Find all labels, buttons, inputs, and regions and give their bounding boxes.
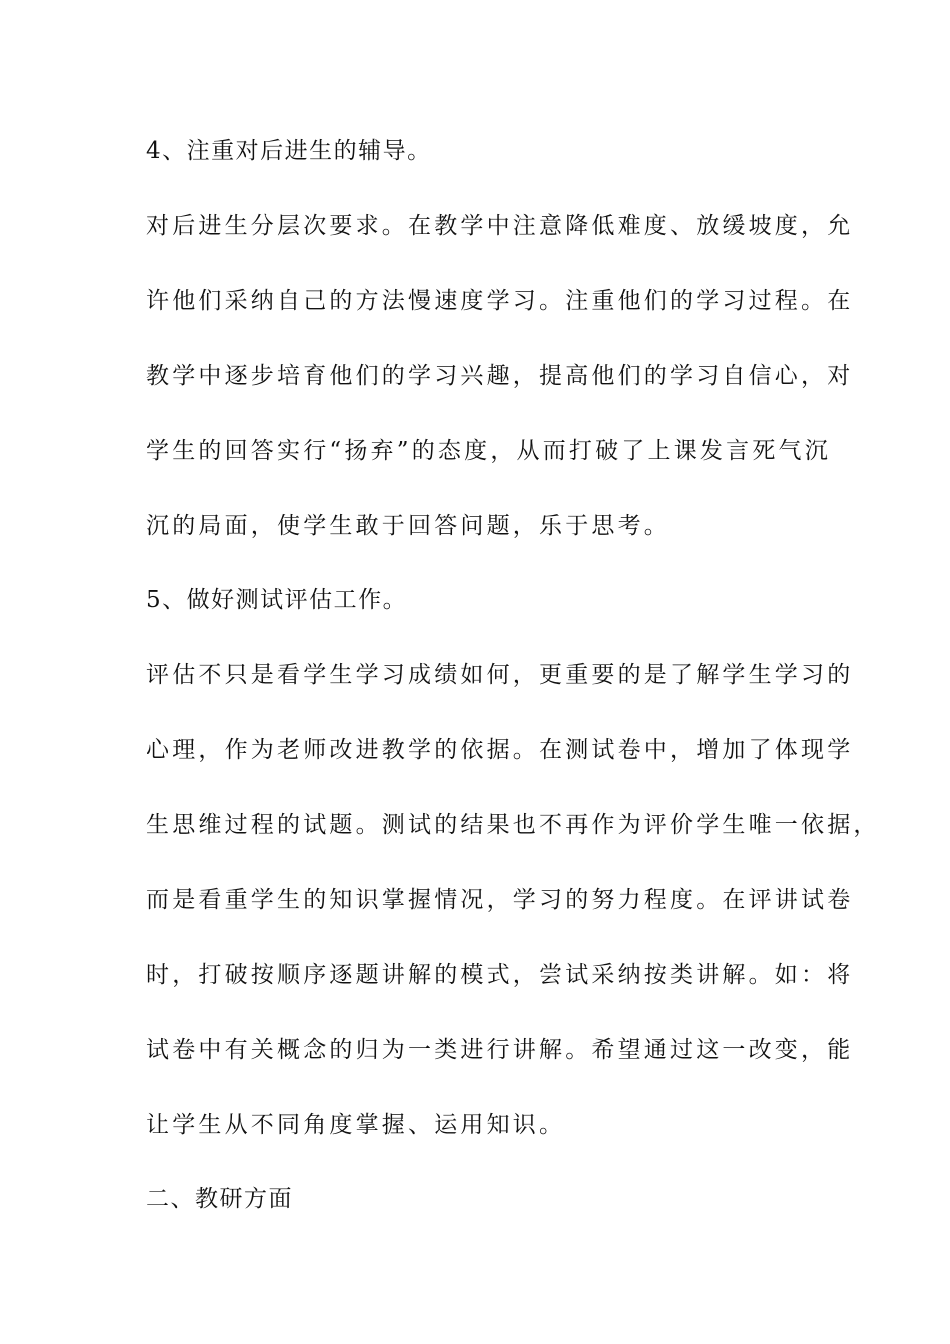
paragraph-line: 对后进生分层次要求。在教学中注意降低难度、放缓坡度，允 [146,213,854,239]
paragraph-line: 评估不只是看学生学习成绩如何，更重要的是了解学生学习的 [146,662,854,688]
section-heading-5: 5、做好测试评估工作。 [146,587,408,613]
paragraph-line: 而是看重学生的知识掌握情况，学习的努力程度。在评讲试卷 [146,887,854,913]
paragraph-line: 生思维过程的试题。测试的结果也不再作为评价学生唯一依据， [146,812,880,838]
section-heading-4: 4、注重对后进生的辅导。 [146,138,432,164]
paragraph-line: 心理，作为老师改进教学的依据。在测试卷中，增加了体现学 [146,737,854,763]
paragraph-line: 教学中逐步培育他们的学习兴趣，提高他们的学习自信心，对 [146,363,854,389]
paragraph-line: 许他们采纳自己的方法慢速度学习。注重他们的学习过程。在 [146,288,854,314]
paragraph-line: 沉的局面，使学生敢于回答问题，乐于思考。 [146,513,670,539]
paragraph-line: 让学生从不同角度掌握、运用知识。 [146,1112,566,1138]
section-heading-teaching-research: 二、教研方面 [146,1186,293,1212]
paragraph-line: 试卷中有关概念的归为一类进行讲解。希望通过这一改变，能 [146,1037,854,1063]
paragraph-line: 学生的回答实行“扬弃”的态度，从而打破了上课发言死气沉 [146,438,831,464]
paragraph-line: 时，打破按顺序逐题讲解的模式，尝试采纳按类讲解。如：将 [146,962,854,988]
